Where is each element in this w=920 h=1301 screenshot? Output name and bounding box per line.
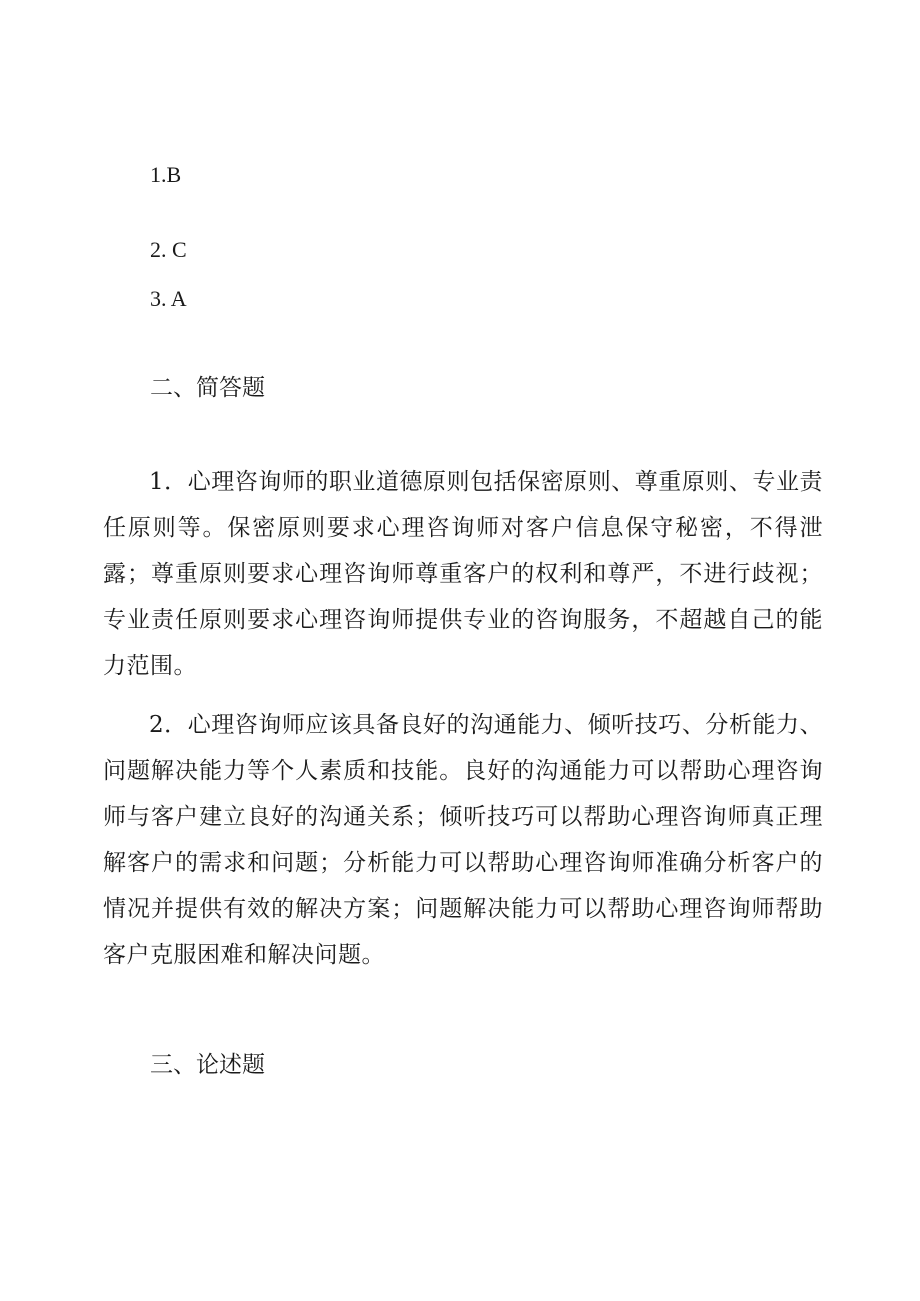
answer-3: 3. A (150, 286, 187, 311)
section-heading-essay: 三、论述题 (150, 1052, 265, 1078)
short-answer-paragraph-1: 1．心理咨询师的职业道德原则包括保密原则、尊重原则、专业责任原则等。保密原则要求心理咨询师对客户信息保守秘密，不得泄露；尊重原则要求心理咨询师尊重客户的权利和尊严，不进行歧视；专业责任原则要求心理咨询师提供专业的咨询服务，不超越自己的能力范围。 (103, 469, 823, 679)
answer-2: 2. C (150, 237, 187, 262)
section-heading-short-answer: 二、简答题 (150, 375, 265, 401)
short-answer-paragraph-2: 2．心理咨询师应该具备良好的沟通能力、倾听技巧、分析能力、问题解决能力等个人素质和技能。良好的沟通能力可以帮助心理咨询师与客户建立良好的沟通关系；倾听技巧可以帮助心理咨询师真正理解客户的需求和问题；分析能力可以帮助心理咨询师准确分析客户的情况并提供有效的解决方案；问题解决能力可以帮助心理咨询师帮助客户克服困难和解决问题。 (103, 712, 823, 968)
answer-1: 1.B (150, 162, 182, 187)
